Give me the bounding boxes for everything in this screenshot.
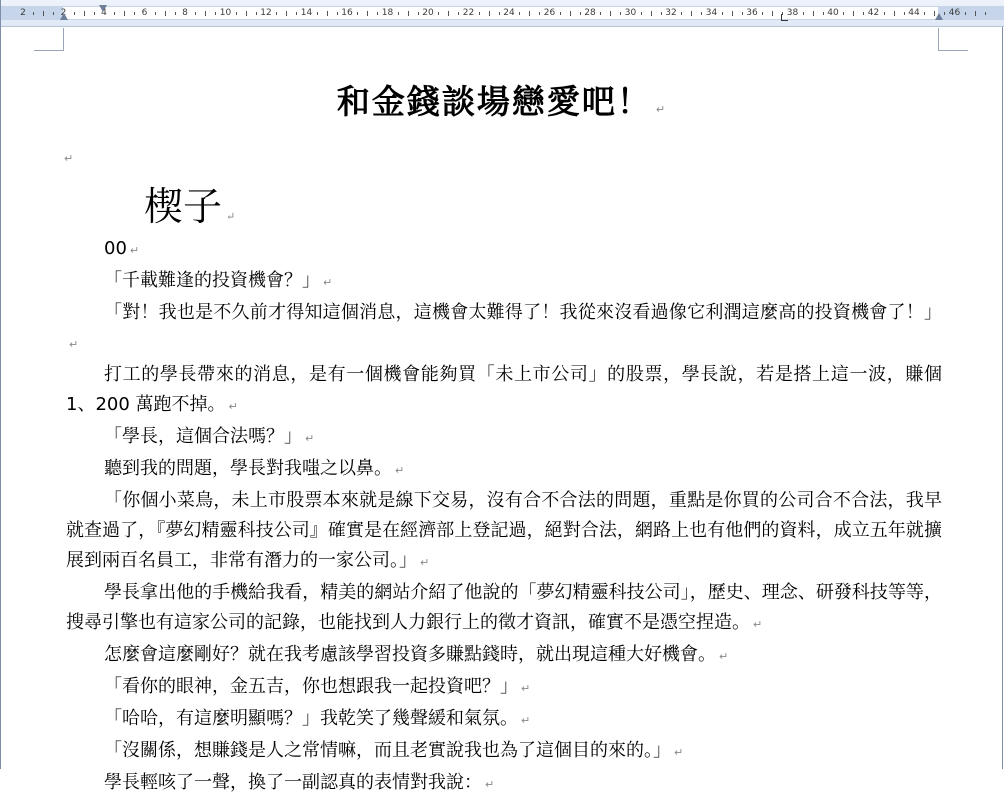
ruler-minor-tick xyxy=(296,12,297,15)
ruler-tick-label: 30 xyxy=(624,8,637,18)
ruler-tick-label: 2 xyxy=(20,8,26,18)
paragraph-mark: ↵ xyxy=(521,682,531,695)
paragraph-text: 怎麼會這麼剛好？就在我考慮該學習投資多賺點錢時，就出現這種大好機會。 xyxy=(104,644,716,665)
paragraph-text: 「看你的眼神，金五吉，你也想跟我一起投資吧？」 xyxy=(104,676,518,697)
paragraph-text: 學長輕咳了一聲，換了一副認真的表情對我說： xyxy=(104,772,482,793)
ruler-minor-tick xyxy=(975,11,976,16)
ruler-minor-tick xyxy=(681,12,682,15)
ruler-minor-tick xyxy=(114,12,115,15)
paragraph-mark: ↵ xyxy=(323,276,333,289)
tab-stop-marker[interactable] xyxy=(781,14,788,21)
paragraph-text: 「千載難逢的投資機會？」 xyxy=(104,270,320,291)
crop-mark-top-left xyxy=(34,50,64,51)
ruler-minor-tick xyxy=(246,11,247,16)
ruler-minor-tick xyxy=(418,12,419,15)
body-paragraph[interactable] xyxy=(66,704,942,736)
ruler-minor-tick xyxy=(215,12,216,15)
ruler-minor-tick xyxy=(894,11,895,16)
ruler-minor-tick xyxy=(357,12,358,15)
paragraph-mark: ↵ xyxy=(305,432,315,445)
ruler-minor-tick xyxy=(367,11,368,16)
ruler-minor-tick xyxy=(732,11,733,16)
paragraph-mark: ↵ xyxy=(674,746,684,759)
body-paragraph[interactable] xyxy=(66,672,942,704)
paragraph-mark: ↵ xyxy=(521,714,531,727)
body-paragraph[interactable] xyxy=(66,360,942,422)
ruler-minor-tick xyxy=(944,12,945,15)
ruler-minor-tick xyxy=(84,11,85,16)
ruler-minor-tick xyxy=(94,12,95,15)
ruler-tick-label: 34 xyxy=(705,8,718,18)
body-paragraph[interactable] xyxy=(66,454,942,486)
chapter-heading[interactable] xyxy=(144,176,235,232)
ruler-minor-tick xyxy=(408,11,409,16)
ruler-tick-label: 36 xyxy=(746,8,758,18)
body-paragraph[interactable] xyxy=(66,640,942,672)
ruler-minor-tick xyxy=(205,11,206,16)
ruler-minor-tick xyxy=(661,12,662,15)
ruler-minor-tick xyxy=(985,12,986,15)
paragraph-mark: ↵ xyxy=(129,244,140,257)
paragraph-mark: ↵ xyxy=(226,210,236,223)
paragraph-text: 「沒關係，想賺錢是人之常情嘛，而且老實說我也為了這個目的來的。」 xyxy=(104,740,671,761)
ruler-minor-tick xyxy=(610,11,611,16)
ruler-minor-tick xyxy=(570,11,571,16)
ruler-tick-label: 40 xyxy=(827,8,839,18)
hanging-indent-marker[interactable] xyxy=(60,13,68,20)
ruler-tick-label: 28 xyxy=(584,8,596,18)
ruler-minor-tick xyxy=(620,12,621,15)
body-paragraph[interactable] xyxy=(66,736,942,768)
ruler-minor-tick xyxy=(479,12,480,15)
body-paragraph[interactable] xyxy=(66,266,942,298)
body-paragraph[interactable] xyxy=(66,768,942,800)
ruler-minor-tick xyxy=(43,11,44,16)
ruler-tick-label: 8 xyxy=(182,8,188,18)
ruler-minor-tick xyxy=(722,12,723,15)
document-page[interactable] xyxy=(2,28,1002,793)
first-line-indent-marker[interactable] xyxy=(99,5,107,12)
ruler-minor-tick xyxy=(195,12,196,15)
ruler-minor-tick xyxy=(691,11,692,16)
ruler-tick-label: 42 xyxy=(867,8,880,18)
ruler-minor-tick xyxy=(327,11,328,16)
chapter-heading-text: 楔子 xyxy=(144,185,223,230)
ruler-tick-label: 2 xyxy=(60,8,67,18)
document-title[interactable] xyxy=(2,76,1002,123)
ruler-minor-tick xyxy=(863,12,864,15)
paragraph-mark: ↵ xyxy=(655,103,668,116)
ruler-minor-tick xyxy=(762,12,763,15)
body-paragraph[interactable] xyxy=(66,234,942,266)
ruler-minor-tick xyxy=(33,12,34,15)
ruler-minor-tick xyxy=(438,12,439,15)
ruler-minor-tick xyxy=(53,12,54,15)
ruler-minor-tick xyxy=(813,11,814,16)
ruler-minor-tick xyxy=(286,11,287,16)
ruler-tick-label: 22 xyxy=(462,8,475,18)
body-paragraph[interactable] xyxy=(66,578,942,640)
ruler-tick-label: 12 xyxy=(260,8,272,18)
ruler-minor-tick xyxy=(701,12,702,15)
document-title-text: 和金錢談場戀愛吧！ xyxy=(336,82,652,121)
paragraph-text: 學長拿出他的手機給我看，精美的網站介紹了他說的「夢幻精靈科技公司」，歷史、理念、研發科技等等，搜尋引擎也有這家公司的記錄，也能找到人力銀行上的徵才資訊，確實不是憑空捏造。 xyxy=(66,582,942,633)
paragraph-mark: ↵ xyxy=(753,618,763,631)
ruler-tick-label: 44 xyxy=(908,8,920,18)
right-indent-marker[interactable] xyxy=(935,13,943,20)
ruler-minor-tick xyxy=(489,11,490,16)
paragraph-mark: ↵ xyxy=(69,338,79,351)
ruler-tick-label: 24 xyxy=(503,8,515,18)
ruler-minor-tick xyxy=(124,11,125,16)
ruler-minor-tick xyxy=(165,11,166,16)
ruler-minor-tick xyxy=(134,12,135,15)
ruler-minor-tick xyxy=(398,12,399,15)
ruler-tick-label: 32 xyxy=(665,8,677,18)
ruler-minor-tick xyxy=(884,12,885,15)
ruler-minor-tick xyxy=(458,12,459,15)
ruler-minor-tick xyxy=(256,12,257,15)
ruler-minor-tick xyxy=(377,12,378,15)
paragraph-mark: ↵ xyxy=(719,650,729,663)
ruler-tick-label: 10 xyxy=(219,8,232,18)
ruler-minor-tick xyxy=(499,12,500,15)
ruler-minor-tick xyxy=(236,12,237,15)
ruler-minor-tick xyxy=(843,12,844,15)
ruler-tick-label: 14 xyxy=(300,8,313,18)
ruler-tick-label: 6 xyxy=(141,8,148,18)
ruler-minor-tick xyxy=(529,11,530,16)
crop-mark-top-left-vertical xyxy=(63,28,64,50)
ruler-minor-tick xyxy=(276,12,277,15)
ruler-minor-tick xyxy=(904,12,905,15)
horizontal-ruler[interactable] xyxy=(1,0,1004,27)
paragraph-text: 「你個小菜鳥，未上市股票本來就是線下交易，沒有合不合法的問題，重點是你買的公司合不合法，我早就查過了，『夢幻精靈科技公司』確實是在經濟部上登記過，絕對合法，網路上也有他們的資料，成立五年就擴展到兩百名員工，非常有潛力的一家公司。」 xyxy=(66,490,942,571)
ruler-minor-tick xyxy=(772,11,773,16)
crop-mark-top-right-vertical xyxy=(938,28,939,50)
ruler-minor-tick xyxy=(853,11,854,16)
ruler-minor-tick xyxy=(560,12,561,15)
body-paragraph[interactable] xyxy=(66,422,942,454)
body-paragraph[interactable] xyxy=(66,486,942,578)
paragraph-text: 「哈哈，有這麼明顯嗎？」我乾笑了幾聲緩和氣氛。 xyxy=(104,708,518,729)
ruler-minor-tick xyxy=(742,12,743,15)
ruler-minor-tick xyxy=(803,12,804,15)
ruler-minor-tick xyxy=(823,12,824,15)
paragraph-text: 00 xyxy=(104,238,127,259)
ruler-tick-label: 46 xyxy=(948,8,961,18)
document-body[interactable] xyxy=(66,234,942,800)
paragraph-mark: ↵ xyxy=(228,400,238,413)
ruler-minor-tick xyxy=(155,12,156,15)
empty-paragraph-mark: ↵ xyxy=(64,152,74,165)
ruler-minor-tick xyxy=(74,12,75,15)
ruler-minor-tick xyxy=(317,12,318,15)
ruler-tick-label: 20 xyxy=(422,8,434,18)
paragraph-mark: ↵ xyxy=(395,464,405,477)
ruler-tick-label: 26 xyxy=(543,8,556,18)
ruler-minor-tick xyxy=(337,12,338,15)
ruler-minor-tick xyxy=(175,12,176,15)
ruler-minor-tick xyxy=(924,12,925,15)
ruler-minor-tick xyxy=(448,11,449,16)
body-paragraph[interactable] xyxy=(66,298,942,360)
ruler-tick-label: 18 xyxy=(381,8,394,18)
ruler-tick-label: 4 xyxy=(101,8,107,18)
ruler-minor-tick xyxy=(965,12,966,15)
ruler-minor-tick xyxy=(600,12,601,15)
ruler-minor-tick xyxy=(651,11,652,16)
paragraph-text: 「學長，這個合法嗎？」 xyxy=(104,426,302,447)
paragraph-text: 打工的學長帶來的消息，是有一個機會能夠買「未上市公司」的股票，學長說，若是搭上這一波，賺個 1、200 萬跑不掉。 xyxy=(66,364,942,415)
paragraph-mark: ↵ xyxy=(485,778,495,791)
ruler-tick-label: 16 xyxy=(341,8,353,18)
ruler-minor-tick xyxy=(539,12,540,15)
paragraph-text: 聽到我的問題，學長對我嗤之以鼻。 xyxy=(104,458,392,479)
crop-mark-top-right xyxy=(938,50,968,51)
ruler-minor-tick xyxy=(580,12,581,15)
ruler-minor-tick xyxy=(641,12,642,15)
paragraph-mark: ↵ xyxy=(420,556,430,569)
ruler-minor-tick xyxy=(519,12,520,15)
ruler-tick-label: 38 xyxy=(786,8,799,18)
paragraph-text: 「對！我也是不久前才得知這個消息，這機會太難得了！我從來沒看過像它利潤這麼高的投資機會了！」 xyxy=(104,302,942,323)
